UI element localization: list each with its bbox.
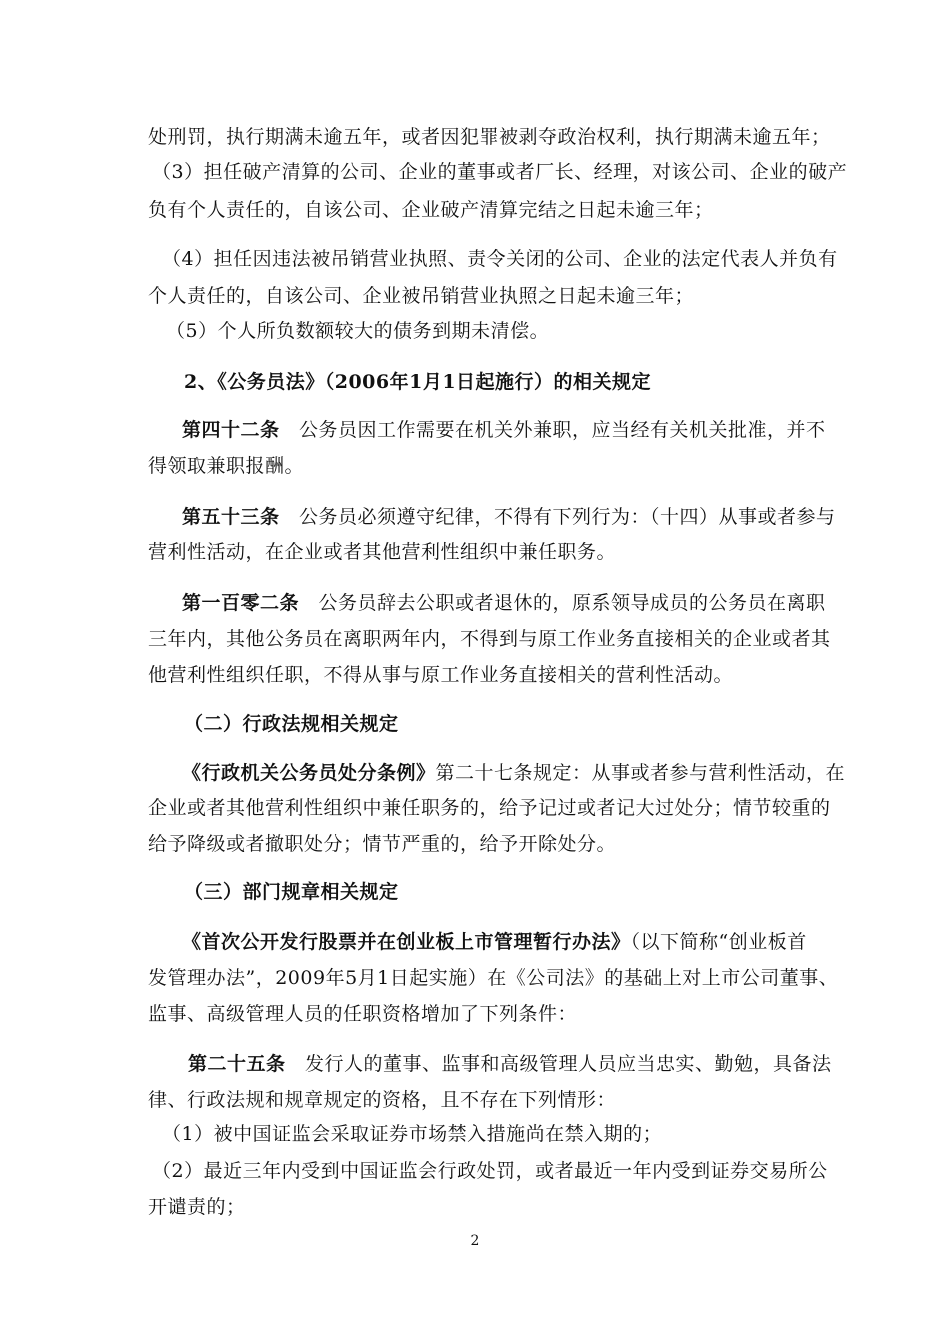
article-text: 公务员辞去公职或者退休的，原系领导成员的公务员在离职 — [299, 592, 826, 614]
list-item: （2）最近三年内受到中国证监会行政处罚，或者最近一年内受到证券交易所公 — [152, 1160, 828, 1182]
text-line: 开谴责的； — [148, 1196, 246, 1218]
text-line: 监事、高级管理人员的任职资格增加了下列条件： — [148, 1003, 578, 1025]
article-text: 第二十七条规定：从事或者参与营利性活动，在 — [435, 762, 846, 784]
list-item: （1）被中国证监会采取证券市场禁入措施尚在禁入期的； — [162, 1123, 663, 1145]
section-heading: 2、《公务员法》（2006年1月1日起施行）的相关规定 — [184, 371, 652, 393]
list-item: （5）个人所负数额较大的债务到期未清偿。 — [166, 320, 550, 342]
list-item: （4）担任因违法被吊销营业执照、责令关闭的公司、企业的法定代表人并负有 — [162, 248, 838, 270]
article-title: 第五十三条 — [182, 506, 280, 528]
article-text: 公务员必须遵守纪律，不得有下列行为：（十四）从事或者参与 — [279, 506, 836, 528]
article-paragraph — [182, 418, 950, 442]
article-paragraph — [182, 505, 950, 529]
text-line: 三年内，其他公务员在离职两年内，不得到与原工作业务直接相关的企业或者其 — [148, 628, 831, 650]
list-item: （3）担任破产清算的公司、企业的董事或者厂长、经理，对该公司、企业的破产 — [152, 161, 848, 183]
text-line: 处刑罚，执行期满未逾五年，或者因犯罪被剥夺政治权利，执行期满未逾五年； — [148, 126, 831, 148]
regulation-title: 《首次公开发行股票并在创业板上市管理暂行办法》 — [182, 931, 631, 953]
text-line: 他营利性组织任职，不得从事与原工作业务直接相关的营利性活动。 — [148, 664, 734, 686]
article-paragraph — [188, 1052, 950, 1076]
text-line: 得领取兼职报酬。 — [148, 455, 305, 477]
text-line: 个人责任的，自该公司、企业被吊销营业执照之日起未逾三年； — [148, 285, 695, 307]
article-text: 发行人的董事、监事和高级管理人员应当忠实、勤勉，具备法 — [285, 1053, 832, 1075]
article-text: （以下简称“创业板首 — [630, 931, 807, 953]
article-paragraph — [182, 591, 950, 615]
page-number: 2 — [470, 1233, 480, 1249]
article-paragraph — [182, 761, 950, 785]
article-paragraph — [182, 930, 950, 954]
text-line: 营利性活动，在企业或者其他营利性组织中兼任职务。 — [148, 541, 617, 563]
section-heading: （三）部门规章相关规定 — [184, 881, 399, 903]
text-line: 发管理办法”，2009年5月1日起实施）在《公司法》的基础上对上市公司董事、 — [148, 967, 839, 989]
section-heading: （二）行政法规相关规定 — [184, 713, 399, 735]
article-title: 第一百零二条 — [182, 592, 300, 614]
regulation-title: 《行政机关公务员处分条例》 — [182, 762, 436, 784]
text-line: 负有个人责任的，自该公司、企业破产清算完结之日起未逾三年； — [148, 199, 714, 221]
text-line: 律、行政法规和规章规定的资格，且不存在下列情形： — [148, 1089, 617, 1111]
text-line: 企业或者其他营利性组织中兼任职务的，给予记过或者记大过处分；情节较重的 — [148, 797, 831, 819]
text-line: 给予降级或者撤职处分；情节严重的，给予开除处分。 — [148, 833, 617, 855]
article-text: 公务员因工作需要在机关外兼职，应当经有关机关批准，并不 — [279, 419, 826, 441]
article-title: 第四十二条 — [182, 419, 280, 441]
article-title: 第二十五条 — [188, 1053, 286, 1075]
